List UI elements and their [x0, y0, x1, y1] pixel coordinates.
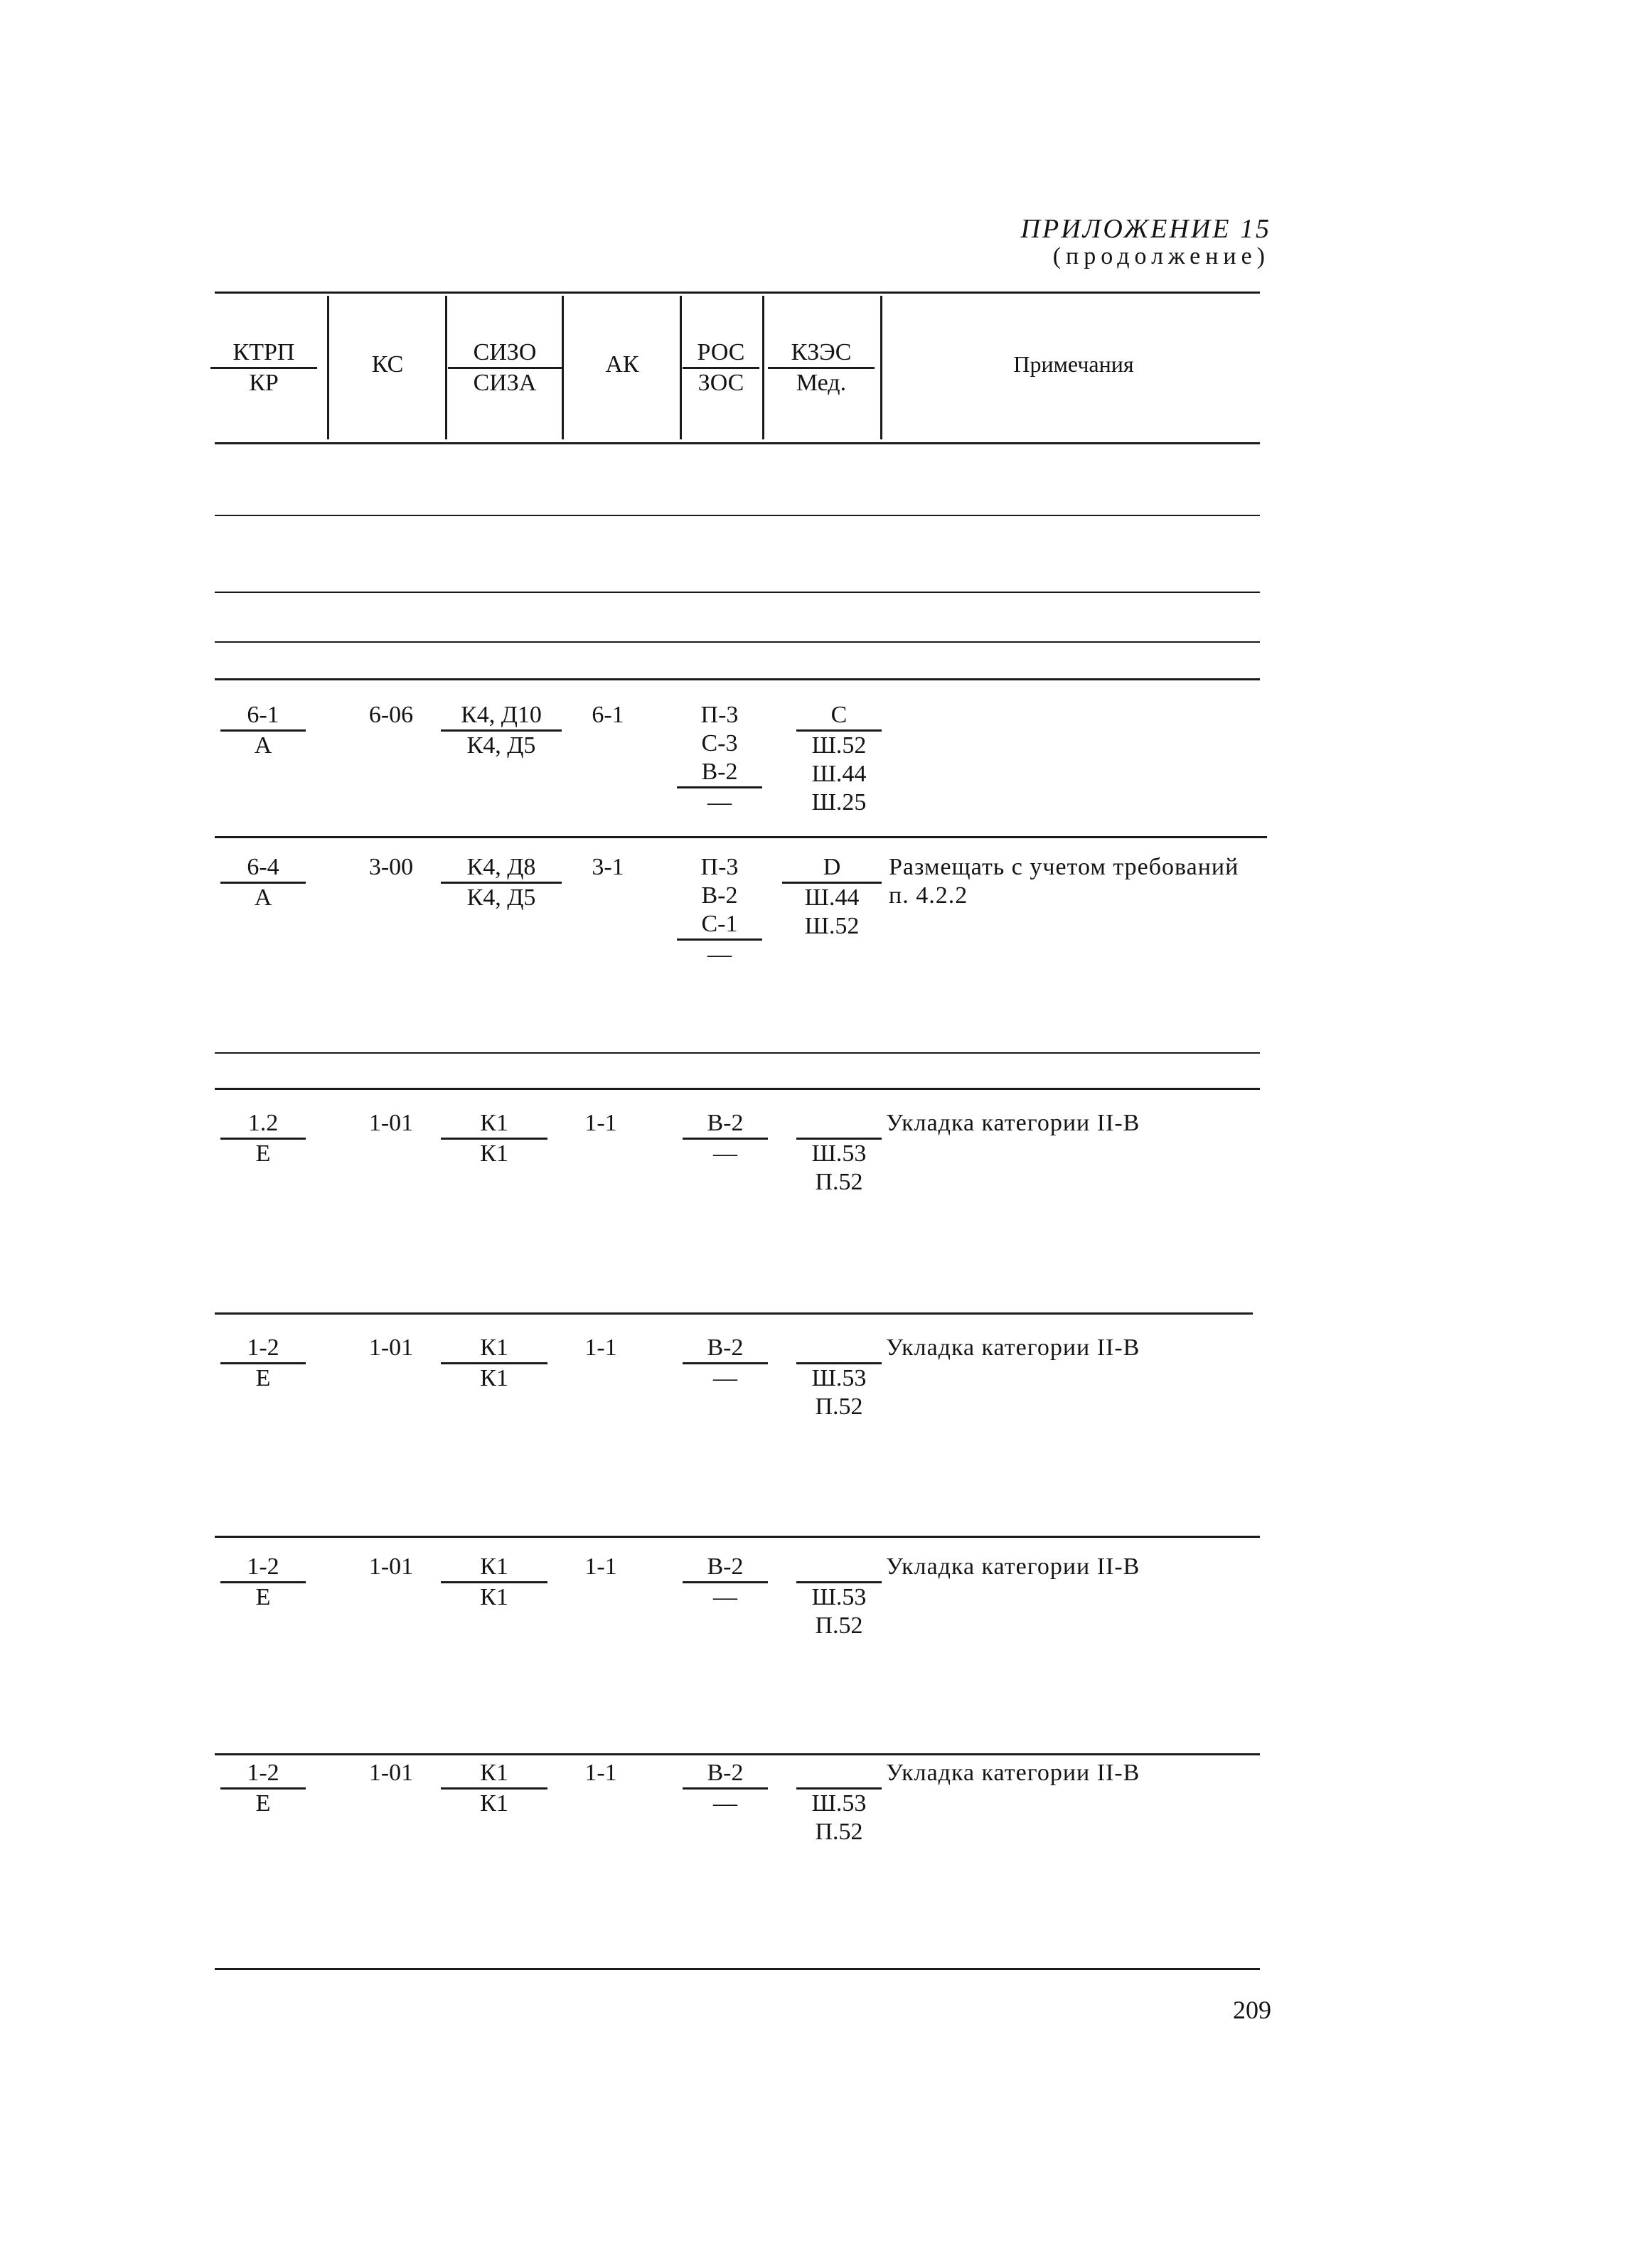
section-rule — [215, 641, 1260, 643]
row-separator — [215, 1753, 1260, 1755]
column-separator — [445, 296, 447, 439]
med-item: Ш.44 — [811, 761, 867, 787]
row-sizo-siza — [441, 1109, 547, 1168]
header-zos: ЗОС — [683, 367, 759, 397]
appendix-title: ПРИЛОЖЕНИЕ 15 — [1020, 214, 1271, 244]
med-item: П.52 — [815, 1612, 863, 1639]
row-ktrp-kr — [220, 1109, 306, 1168]
row-separator — [215, 1088, 1260, 1090]
header-kr: КР — [210, 367, 317, 397]
ros-item: В-2 — [683, 1109, 768, 1140]
row-sizo-siza — [441, 1334, 547, 1393]
row-ks: 1-01 — [368, 1760, 414, 1786]
zos-item: — — [707, 789, 732, 815]
row-kzes-med — [796, 1138, 882, 1197]
med-item: П.52 — [815, 1394, 863, 1420]
row-sizo-siza — [441, 701, 562, 760]
row-separator — [215, 836, 1267, 838]
header-med: Мед. — [768, 367, 875, 397]
header-ros-zos — [683, 338, 759, 397]
table-top-rule — [215, 291, 1260, 294]
row-ktrp: 1-2 — [247, 1334, 279, 1361]
row-ks: 3-00 — [368, 854, 414, 880]
header-sizo-siza — [448, 338, 562, 397]
row-kzes-med — [796, 1581, 882, 1640]
row-siza: К1 — [441, 1138, 547, 1168]
row-kr: А — [220, 882, 306, 912]
row-separator — [215, 1312, 1253, 1315]
column-separator — [562, 296, 564, 439]
column-separator — [762, 296, 764, 439]
row-ktrp: 1-2 — [247, 1553, 279, 1580]
ros-item: С-1 — [677, 910, 762, 941]
kzes-value: D — [823, 854, 841, 880]
row-siza: К1 — [441, 1362, 547, 1393]
row-ks: 6-06 — [368, 702, 414, 728]
row-ak: 1-1 — [584, 1334, 617, 1361]
row-kr: Е — [220, 1362, 306, 1393]
row-note: Укладка категории II-В — [886, 1110, 1140, 1136]
ros-item: В-2 — [677, 758, 762, 788]
row-ak: 3-1 — [592, 854, 624, 880]
med-item: Ш.53 — [796, 1362, 882, 1393]
section-rule — [215, 515, 1260, 516]
row-note-continued: п. 4.2.2 — [889, 882, 968, 909]
med-item: П.52 — [815, 1819, 863, 1845]
row-kzes-med — [796, 1362, 882, 1421]
row-note: Укладка категории II-В — [886, 1334, 1140, 1361]
header-siza: СИЗА — [448, 367, 562, 397]
med-item: Ш.53 — [796, 1581, 882, 1612]
row-ktrp: 1-2 — [247, 1760, 279, 1786]
header-bottom-rule — [215, 442, 1260, 444]
row-ktrp-kr — [220, 1553, 306, 1612]
row-ktrp: 6-1 — [247, 702, 279, 728]
column-separator — [327, 296, 329, 439]
header-ktrp-kr — [210, 338, 317, 397]
header-ak: АК — [605, 351, 639, 378]
ros-item: С-3 — [701, 730, 738, 756]
row-ros-zos — [683, 1553, 768, 1612]
row-note: Размещать с учетом требований — [889, 854, 1239, 880]
zos-item: — — [713, 1790, 737, 1817]
ros-item: В-2 — [683, 1334, 768, 1364]
row-ktrp-kr — [220, 853, 306, 912]
row-sizo: К1 — [480, 1334, 508, 1361]
med-item: П.52 — [815, 1169, 863, 1195]
row-siza: К4, Д5 — [441, 882, 562, 912]
row-ros-zos — [683, 1109, 768, 1168]
row-ros-zos — [677, 701, 762, 817]
med-item: Ш.52 — [804, 913, 860, 939]
column-separator — [680, 296, 682, 439]
row-ktrp: 6-4 — [247, 854, 279, 880]
section-rule — [215, 1052, 1260, 1054]
row-sizo-siza — [441, 1553, 547, 1612]
row-ros-zos — [683, 1334, 768, 1393]
row-ktrp-kr — [220, 701, 306, 760]
ros-item: В-2 — [683, 1759, 768, 1790]
row-sizo: К4, Д8 — [466, 854, 536, 880]
header-kzes: КЗЭС — [791, 339, 852, 365]
row-note: Укладка категории II-В — [886, 1553, 1140, 1580]
ros-item: П-3 — [700, 702, 739, 728]
row-ks: 1-01 — [368, 1334, 414, 1361]
row-sizo: К1 — [480, 1760, 508, 1786]
row-kr: Е — [220, 1787, 306, 1818]
med-item: Ш.52 — [796, 729, 882, 760]
row-sizo-siza — [441, 1759, 547, 1818]
med-item: Ш.53 — [796, 1787, 882, 1818]
zos-item: — — [707, 941, 732, 968]
section-rule — [215, 678, 1260, 680]
row-sizo: К1 — [480, 1553, 508, 1580]
row-ak: 6-1 — [592, 702, 624, 728]
row-ak: 1-1 — [584, 1760, 617, 1786]
row-kzes-med — [796, 1787, 882, 1846]
row-ros-zos — [683, 1759, 768, 1818]
row-sizo: К4, Д10 — [461, 702, 542, 728]
ros-item: П-3 — [700, 854, 739, 880]
header-ros: РОС — [697, 339, 745, 365]
section-rule — [215, 592, 1260, 593]
row-kr: Е — [220, 1581, 306, 1612]
row-ak: 1-1 — [584, 1553, 617, 1580]
page-number: 209 — [1233, 1996, 1271, 2024]
row-ktrp-kr — [220, 1334, 306, 1393]
kzes-value: С — [830, 702, 848, 728]
zos-item: — — [713, 1584, 737, 1610]
row-sizo: К1 — [480, 1110, 508, 1136]
row-kr: А — [220, 729, 306, 760]
column-separator — [880, 296, 882, 439]
ros-item: В-2 — [683, 1553, 768, 1583]
med-item: Ш.44 — [782, 882, 882, 912]
header-kzes-med — [768, 338, 875, 397]
row-ktrp-kr — [220, 1759, 306, 1818]
row-note: Укладка категории II-В — [886, 1760, 1140, 1786]
row-ks: 1-01 — [368, 1110, 414, 1136]
row-siza: К1 — [441, 1787, 547, 1818]
ros-item: В-2 — [701, 882, 738, 909]
zos-item: — — [713, 1365, 737, 1391]
row-kzes-med — [796, 701, 882, 817]
header-notes: Примечания — [1013, 351, 1134, 377]
row-ktrp: 1.2 — [247, 1110, 279, 1136]
table-bottom-rule — [215, 1968, 1260, 1970]
row-kr: Е — [220, 1138, 306, 1168]
row-kzes-med — [782, 853, 882, 941]
row-separator — [215, 1536, 1260, 1538]
med-item: Ш.53 — [796, 1138, 882, 1168]
header-ktrp: КТРП — [232, 339, 295, 365]
row-ak: 1-1 — [584, 1110, 617, 1136]
row-sizo-siza — [441, 853, 562, 912]
row-siza: К1 — [441, 1581, 547, 1612]
row-ks: 1-01 — [368, 1553, 414, 1580]
med-item: Ш.25 — [811, 789, 867, 815]
appendix-subtitle: (продолжение) — [1052, 243, 1270, 269]
header-ks: КС — [371, 351, 404, 378]
row-siza: К4, Д5 — [441, 729, 562, 760]
zos-item: — — [713, 1140, 737, 1167]
header-sizo: СИЗО — [473, 339, 537, 365]
row-ros-zos — [677, 853, 762, 969]
